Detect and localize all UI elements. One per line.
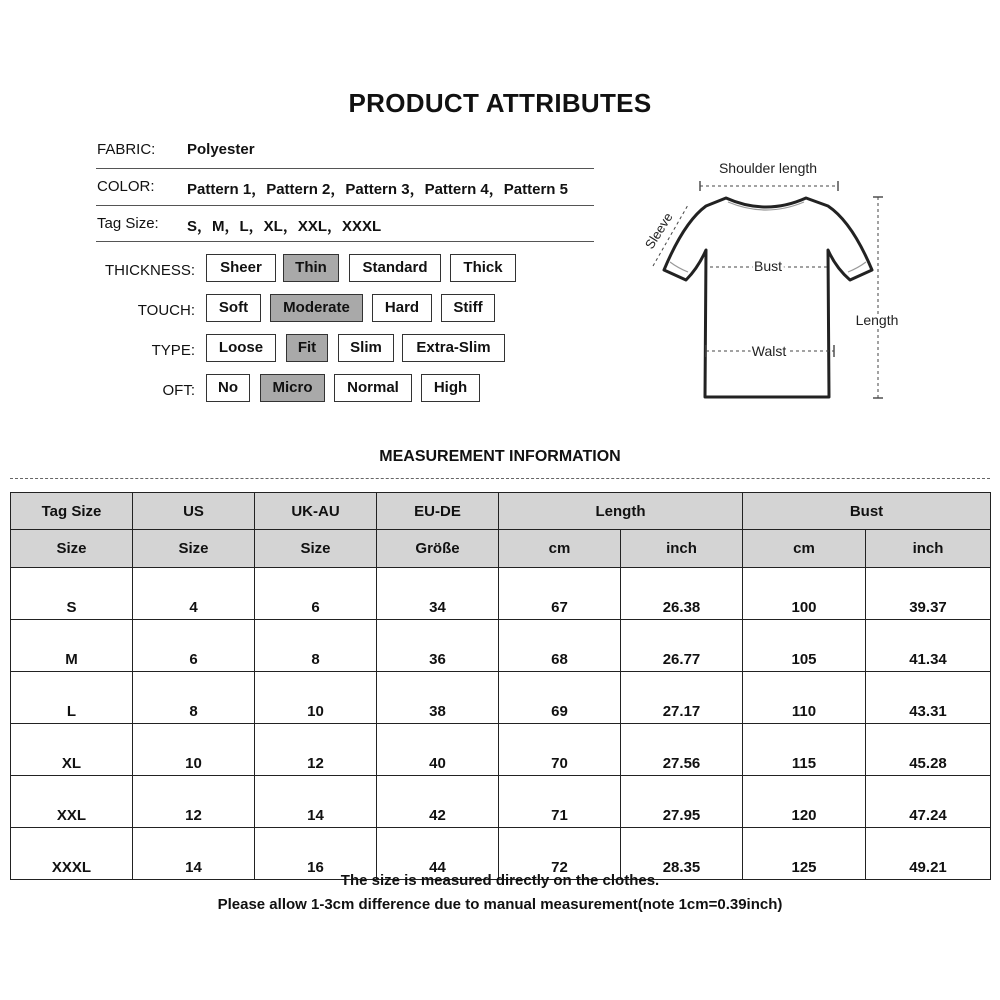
table-row (11, 568, 991, 620)
table-cell: 110 (743, 672, 866, 724)
attr-label: COLOR: (97, 178, 155, 195)
table-cell: 45.28 (866, 724, 991, 776)
table-cell: 67 (499, 568, 621, 620)
table-cell: 27.56 (621, 724, 743, 776)
table-row (11, 672, 991, 724)
table-cell: 10 (255, 672, 377, 724)
divider (96, 168, 594, 169)
table-cell: 47.24 (866, 776, 991, 828)
table-cell: 27.17 (621, 672, 743, 724)
table-cell: 120 (743, 776, 866, 828)
option-slim: Slim (338, 334, 394, 362)
tshirt-outline-icon (664, 198, 872, 397)
header-eu-de: EU-DE (377, 493, 499, 530)
option-no: No (206, 374, 250, 402)
thickness-label: THICKNESS: (104, 262, 195, 279)
table-cell: XL (11, 724, 133, 776)
subheader-cell: Size (255, 530, 377, 568)
table-cell: 10 (133, 724, 255, 776)
option-high: High (421, 374, 480, 402)
divider (96, 241, 594, 242)
option-standard: Standard (349, 254, 441, 282)
table-cell: 41.34 (866, 620, 991, 672)
table-cell: 115 (743, 724, 866, 776)
table-cell: 28.35 (621, 828, 743, 880)
table-cell: XXL (11, 776, 133, 828)
table-cell: 100 (743, 568, 866, 620)
table-cell: 105 (743, 620, 866, 672)
option-fit: Fit (286, 334, 328, 362)
option-soft: Soft (206, 294, 261, 322)
measurement-title: MEASUREMENT INFORMATION (379, 448, 621, 465)
table-cell: 49.21 (866, 828, 991, 880)
attr-label: FABRIC: (97, 141, 156, 158)
option-sheer: Sheer (206, 254, 276, 282)
subheader-cell: Größe (377, 530, 499, 568)
option-thin: Thin (283, 254, 339, 282)
dashed-divider (10, 478, 990, 479)
table-cell: M (11, 620, 133, 672)
table-cell: 14 (255, 776, 377, 828)
option-extra-slim: Extra-Slim (402, 334, 505, 362)
table-cell: 39.37 (866, 568, 991, 620)
attr-value: Pattern 1，Pattern 2，Pattern 3，Pattern 4，Pattern 5 (187, 181, 568, 198)
measurement-table (10, 492, 991, 880)
page-title: PRODUCT ATTRIBUTES (348, 88, 652, 118)
table-cell: 72 (499, 828, 621, 880)
table-cell: 71 (499, 776, 621, 828)
bust-label: Bust (753, 258, 783, 274)
shoulder-length-label: Shoulder length (718, 160, 818, 176)
subheader-cell: cm (499, 530, 621, 568)
table-cell: 8 (133, 672, 255, 724)
waist-label: Walst (751, 343, 787, 359)
subheader-cell: inch (866, 530, 991, 568)
table-cell: 43.31 (866, 672, 991, 724)
table-cell: L (11, 672, 133, 724)
subheader-cell: inch (621, 530, 743, 568)
subheader-cell: Size (133, 530, 255, 568)
option-moderate: Moderate (270, 294, 363, 322)
table-cell: 125 (743, 828, 866, 880)
oft-label: OFT: (162, 382, 195, 399)
table-cell: 4 (133, 568, 255, 620)
option-loose: Loose (206, 334, 276, 362)
table-cell: 40 (377, 724, 499, 776)
attr-label: Tag Size: (97, 215, 159, 232)
table-cell: 12 (133, 776, 255, 828)
table-cell: XXXL (11, 828, 133, 880)
table-cell: 16 (255, 828, 377, 880)
table-cell: 44 (377, 828, 499, 880)
divider (96, 205, 594, 206)
sleeve-label: Sleeve (641, 209, 676, 252)
table-cell: 6 (133, 620, 255, 672)
table-cell: 42 (377, 776, 499, 828)
type-label: TYPE: (151, 342, 195, 359)
table-cell: 8 (255, 620, 377, 672)
table-cell: 38 (377, 672, 499, 724)
table-row (11, 620, 991, 672)
table-cell: 12 (255, 724, 377, 776)
touch-label: TOUCH: (137, 302, 195, 319)
attr-value: Polyester (187, 141, 255, 158)
table-cell: 36 (377, 620, 499, 672)
option-normal: Normal (334, 374, 412, 402)
header-us: US (133, 493, 255, 530)
header-bust: Bust (743, 493, 991, 530)
attr-value: S，M，L，XL，XXL，XXXL (187, 218, 382, 235)
tshirt-diagram (630, 150, 920, 410)
subheader-cell: Size (11, 530, 133, 568)
header-row-1 (11, 493, 991, 530)
table-cell: 26.77 (621, 620, 743, 672)
option-hard: Hard (372, 294, 432, 322)
note-line-1: The size is measured directly on the clothes. (340, 872, 660, 889)
header-row-2 (11, 530, 991, 568)
header-uk-au: UK-AU (255, 493, 377, 530)
length-label: Length (855, 312, 899, 328)
table-cell: 14 (133, 828, 255, 880)
subheader-cell: cm (743, 530, 866, 568)
note-line-2: Please allow 1-3cm difference due to manual measurement(note 1cm=0.39inch) (217, 896, 783, 913)
table-cell: S (11, 568, 133, 620)
table-cell: 26.38 (621, 568, 743, 620)
table-cell: 70 (499, 724, 621, 776)
table-cell: 34 (377, 568, 499, 620)
option-stiff: Stiff (441, 294, 495, 322)
option-micro: Micro (260, 374, 325, 402)
table-cell: 6 (255, 568, 377, 620)
table-cell: 69 (499, 672, 621, 724)
table-cell: 27.95 (621, 776, 743, 828)
header-tag-size: Tag Size (11, 493, 133, 530)
header-length: Length (499, 493, 743, 530)
table-row (11, 724, 991, 776)
table-cell: 68 (499, 620, 621, 672)
table-row (11, 776, 991, 828)
option-thick: Thick (450, 254, 516, 282)
